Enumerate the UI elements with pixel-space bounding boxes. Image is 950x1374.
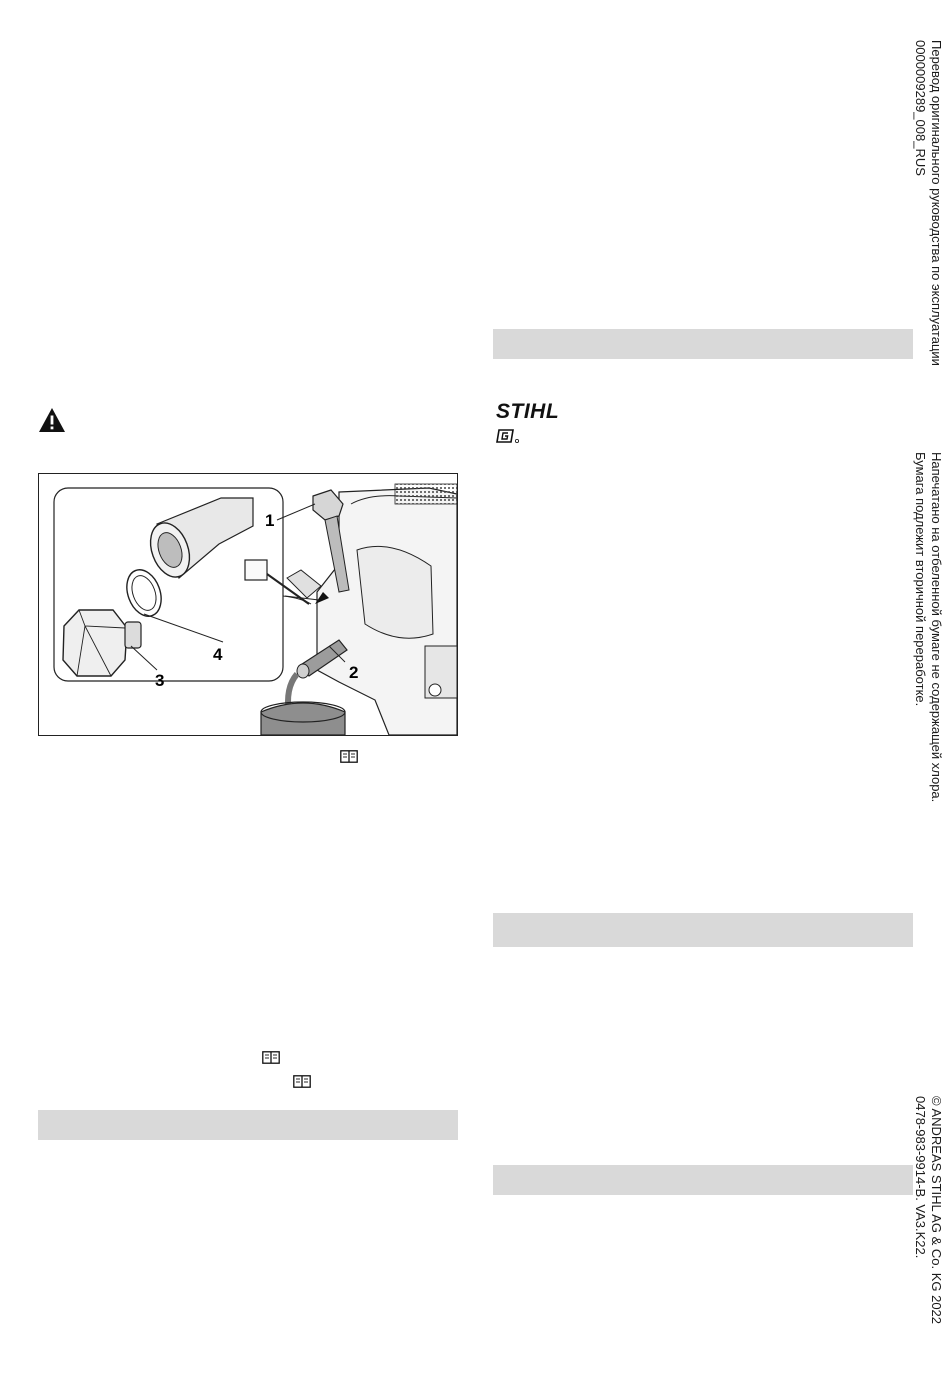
figure-label-2: 2	[349, 663, 359, 682]
side-text-copyright: © ANDREAS STIHL AG & Co. KG 2022	[929, 1096, 944, 1325]
side-text-translation: Перевод оригинального руководства по эксплуатации	[929, 40, 944, 366]
figure-oil-drain	[38, 473, 458, 736]
book-icon	[293, 1075, 311, 1088]
gs-mark-icon	[496, 428, 522, 444]
figure-label-3: 3	[155, 671, 165, 690]
book-icon	[262, 1051, 280, 1064]
section-bar-left	[38, 1110, 458, 1140]
section-bar-right-2	[493, 913, 913, 947]
side-text-doc-code: 0000009289_008_RUS	[913, 40, 928, 176]
book-icon	[340, 750, 358, 763]
figure-label-1: 1	[265, 511, 275, 530]
section-bar-right-3	[493, 1165, 913, 1195]
side-text-part-number: 0478-983-9914-B. VA3.K22.	[913, 1096, 928, 1259]
figure-label-4: 4	[213, 645, 223, 664]
side-text-paper-1: Напечатано на отбеленной бумаге не содержащей хлора.	[929, 452, 944, 803]
stihl-logo: STIHL	[496, 400, 560, 423]
side-text-paper-2: Бумага подлежит вторичной переработке.	[913, 452, 928, 707]
section-bar-right-1	[493, 329, 913, 359]
warning-icon	[38, 407, 66, 433]
